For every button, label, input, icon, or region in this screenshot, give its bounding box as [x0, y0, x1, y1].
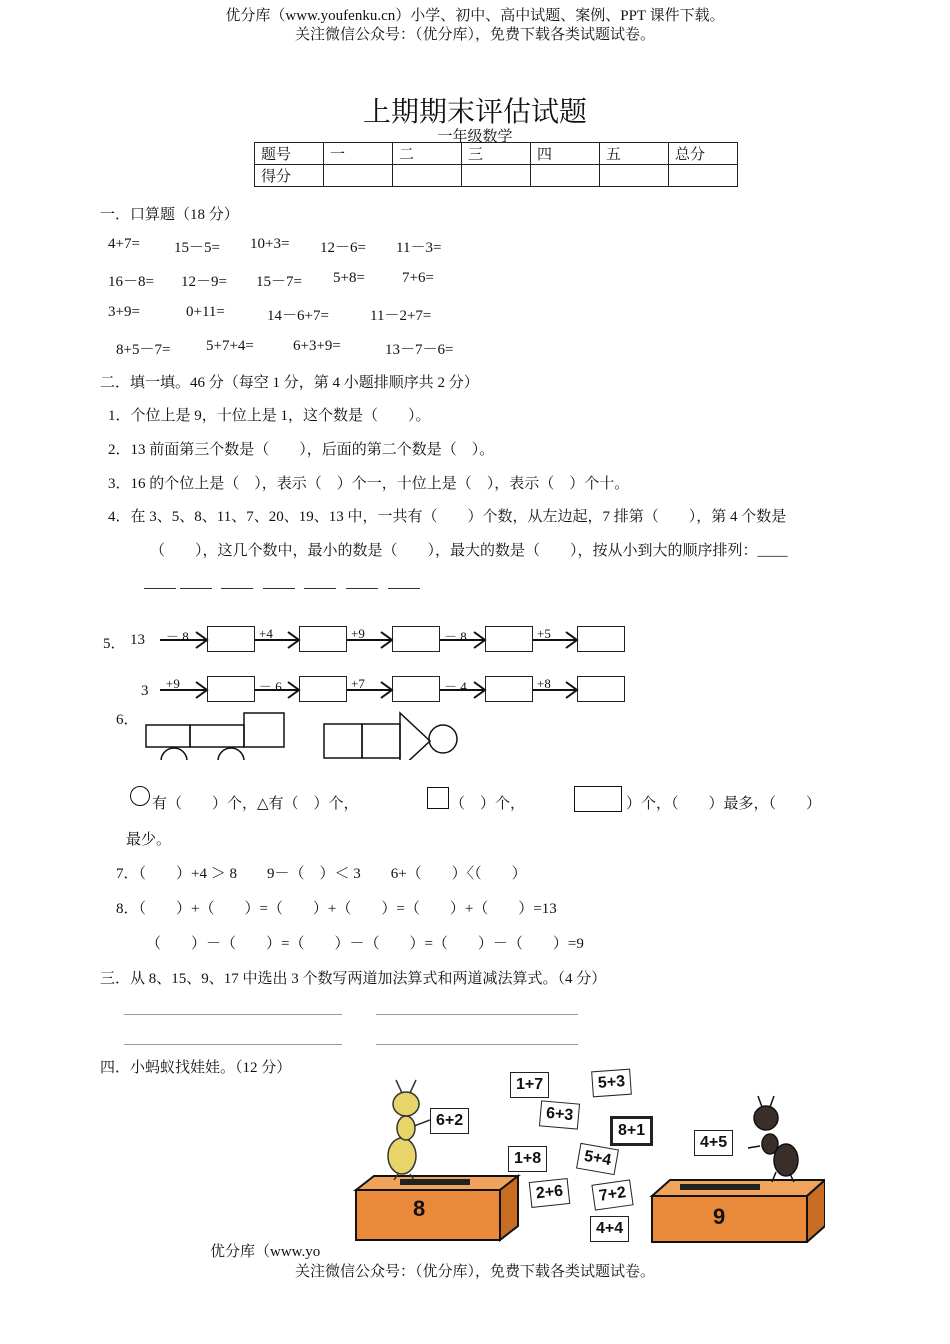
number-card[interactable]: 6+2	[430, 1108, 469, 1134]
header-line-1: 优分库（www.youfenku.cn）小学、初中、高中试题、案例、PPT 课件下载。	[225, 8, 725, 24]
number-card[interactable]: 8+1	[610, 1116, 653, 1146]
circle-shape	[429, 725, 457, 753]
operation-label: － 8	[444, 629, 467, 644]
answer-line[interactable]	[376, 1044, 578, 1045]
page-title: 上期期末评估试题	[362, 97, 587, 128]
header-line-2: 关注微信公众号：（优分库），免费下载各类试题试卷。	[294, 27, 655, 43]
mental-math-item: 15－7=	[256, 274, 302, 290]
question-5-label: 5．	[103, 636, 126, 652]
mental-math-item: 5+8=	[333, 270, 365, 286]
mental-math-item: 15－5=	[174, 240, 220, 256]
answer-box[interactable]	[207, 626, 255, 652]
box-right-number: 9	[713, 1204, 726, 1229]
operation-label: +4	[259, 626, 273, 641]
question-6-label: 6．	[116, 712, 139, 728]
number-card[interactable]: 4+4	[590, 1216, 629, 1242]
mental-math-item: 11－3=	[396, 240, 442, 256]
triangle-shape	[400, 713, 430, 760]
square-shape	[244, 713, 284, 747]
table-cell: 二	[393, 143, 462, 165]
section-4-heading: 四．小蚂蚁找娃娃。（12 分）	[100, 1060, 292, 1076]
answer-box[interactable]	[485, 626, 533, 652]
section-3-heading: 三．从 8、15、9、17 中选出 3 个数写两道加法算式和两道减法算式。（4 分）	[100, 971, 607, 987]
square-icon	[427, 787, 449, 809]
operation-label: － 4	[444, 679, 467, 694]
answer-box[interactable]	[392, 626, 440, 652]
black-ant-icon	[748, 1096, 798, 1182]
table-cell: 三	[462, 143, 531, 165]
question-8b: （ ）－（ ）=（ ）－（ ）=（ ）－（ ）=9	[146, 936, 584, 952]
square-shape	[362, 724, 400, 758]
answer-line[interactable]	[124, 1044, 342, 1045]
box-left	[356, 1190, 500, 1240]
mental-math-item: 12－6=	[320, 240, 366, 256]
question-4a: 4．在 3、5、8、11、7、20、19、13 中，一共有（ ）个数，从左边起，7 排第（ ），第 4 个数是	[108, 509, 787, 525]
mental-math-item: 11－2+7=	[370, 308, 432, 324]
mental-math-item: 10+3=	[250, 236, 290, 252]
chain-start-number: 3	[141, 683, 149, 699]
mental-math-item: 3+9=	[108, 304, 140, 320]
chain-start-number: 13	[130, 632, 145, 648]
table-cell: 题号	[255, 143, 324, 165]
mental-math-item: 14－6+7=	[267, 308, 329, 324]
answer-box[interactable]	[392, 676, 440, 702]
number-card[interactable]: 2+6	[529, 1178, 571, 1208]
operation-label: － 6	[259, 679, 282, 694]
yellow-ant-icon	[388, 1080, 430, 1180]
rectangle-icon	[574, 786, 622, 812]
table-cell: 四	[531, 143, 600, 165]
square-shape	[324, 724, 362, 758]
section-1-heading: 一．口算题（18 分）	[100, 207, 239, 223]
mental-math-item: 0+11=	[186, 304, 225, 320]
number-card[interactable]: 1+7	[510, 1072, 549, 1098]
number-card[interactable]: 5+4	[576, 1143, 619, 1175]
number-card[interactable]: 6+3	[539, 1100, 580, 1129]
operation-label: +5	[537, 626, 551, 641]
circle-icon	[130, 786, 150, 806]
operation-label: +9	[351, 626, 365, 641]
page-subtitle: 一年级数学	[437, 129, 513, 145]
mental-math-item: 6+3+9=	[293, 338, 341, 354]
section-2-heading: 二．填一填。46 分（每空 1 分，第 4 小题排顺序共 2 分）	[100, 375, 479, 391]
question-6-text: 有（ ）个，△有（ ）个，	[152, 796, 359, 812]
answer-box[interactable]	[299, 676, 347, 702]
rectangle-shape	[190, 725, 244, 747]
table-cell: 总分	[669, 143, 738, 165]
answer-line[interactable]	[376, 1014, 578, 1015]
table-cell: 得分	[255, 165, 324, 187]
mental-math-item: 16－8=	[108, 274, 154, 290]
mental-math-item: 7+6=	[402, 270, 434, 286]
rectangle-shape	[146, 725, 190, 747]
answer-box[interactable]	[299, 626, 347, 652]
operation-label: － 8	[166, 629, 189, 644]
answer-box[interactable]	[207, 676, 255, 702]
box-left-slot	[400, 1179, 470, 1185]
answer-box[interactable]	[485, 676, 533, 702]
operation-label: +9	[166, 676, 180, 691]
number-card[interactable]: 7+2	[591, 1179, 633, 1210]
answer-box[interactable]	[577, 676, 625, 702]
question-6-text: ）个，（ ）最多，（ ）	[626, 796, 822, 812]
mental-math-item: 12－9=	[181, 274, 227, 290]
question-7: 7．（ ）+4 ＞ 8 9－（ ）＜ 3 6+（ ）〈（ ）	[116, 866, 527, 882]
table-cell: 五	[600, 143, 669, 165]
question-6-text: 最少。	[126, 832, 172, 848]
circle-shape	[218, 748, 244, 760]
mental-math-item: 4+7=	[108, 236, 140, 252]
box-right	[652, 1196, 807, 1242]
table-cell: 一	[324, 143, 393, 165]
circle-shape	[161, 748, 187, 760]
footer-line-2: 关注微信公众号：（优分库），免费下载各类试题试卷。	[294, 1264, 655, 1280]
box-right-slot	[680, 1184, 760, 1190]
question-2: 2．13 前面第三个数是（ ），后面的第二个数是（ ）。	[108, 442, 495, 458]
answer-box[interactable]	[577, 626, 625, 652]
question-3: 3．16 的个位上是（ ），表示（ ）个一，十位上是（ ），表示（ ）个十。	[108, 476, 630, 492]
box-left-number: 8	[413, 1196, 426, 1221]
question-8a: 8．（ ）+（ ）=（ ）+（ ）=（ ）+（ ）=13	[116, 901, 557, 917]
footer-line-1: 优分库（www.yo	[210, 1244, 321, 1260]
number-card[interactable]: 5+3	[591, 1069, 632, 1098]
ants-and-boxes-illustration	[350, 1068, 825, 1243]
mental-math-item: 13－7－6=	[385, 342, 454, 358]
number-card[interactable]: 1+8	[508, 1146, 547, 1172]
operation-label: +8	[537, 676, 551, 691]
mental-math-item: 8+5－7=	[116, 342, 171, 358]
question-1: 1．个位上是 9，十位上是 1，这个数是（ ）。	[108, 408, 431, 424]
number-card[interactable]: 4+5	[694, 1130, 733, 1156]
mental-math-item: 5+7+4=	[206, 338, 254, 354]
operation-label: +7	[351, 676, 365, 691]
question-4b: （ ），这几个数中，最小的数是（ ），最大的数是（ ），按从小到大的顺序排列：____	[150, 543, 788, 559]
question-6-text: （ ）个，	[450, 796, 526, 812]
answer-line[interactable]	[124, 1014, 342, 1015]
